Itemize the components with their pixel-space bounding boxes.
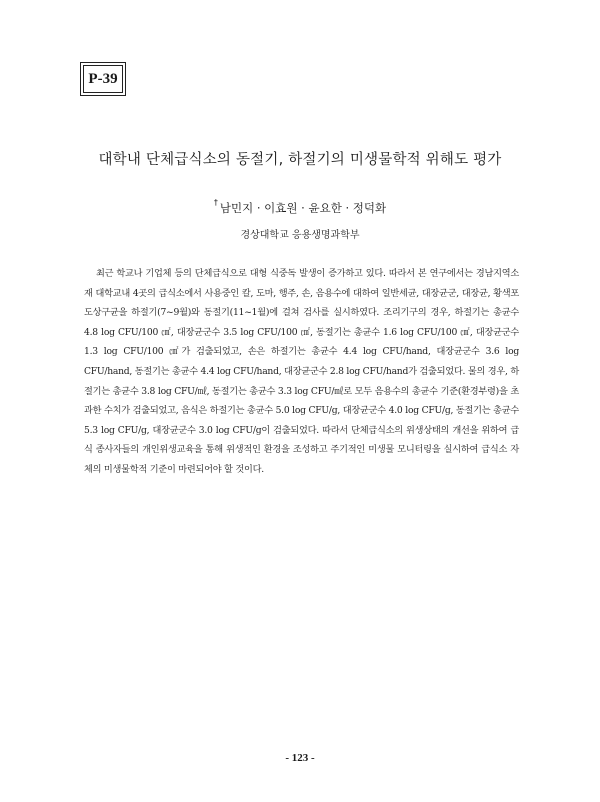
abstract-body xyxy=(84,264,519,480)
author-line xyxy=(0,200,600,216)
page-number: - 123 - xyxy=(285,752,315,764)
presentation-number-box xyxy=(80,62,126,96)
paper-title: 대학내 단체급식소의 동절기, 하절기의 미생물학적 위해도 평가 xyxy=(98,152,502,168)
presentation-number: P-39 xyxy=(83,65,123,93)
abstract-paragraph: 최근 학교나 기업체 등의 단체급식으로 대형 식중독 발생이 증가하고 있다. 따라서 본 연구에서는 경남지역소재 대학교내 4곳의 급식소에서 사용중인 칼, 도마, 행주, 손, 음용수에 대하여 일반세균, 대장균군, 대장균, 황색포도상구균을 하절기(7~9월)와 동절기(11~1월)에 걸쳐 검사를 실시하였다. 조리기구의 경우, 하절기는 총균수 4.8 log CFU/100 ㎠, 대장균군수 3.5 log CFU/100 ㎠, 동절기는 총균수 1.6 log CFU/100 ㎠, 대장균군수 1.3 log CFU/100 ㎠가 검출되었고, 손은 하절기는 총균수 4.4 log CFU/hand, 대장균군수 3.6 log CFU/hand, 동절기는 총균수 4.4 log CFU/hand, 대장균군수 2.8 log CFU/hand가 검출되었다. 물의 경우, 하절기는 총균수 3.8 log CFU/㎖, 동절기는 총균수 3.3 log CFU/㎖로 모두 음용수의 총균수 기준(환경부령)을 초과한 수치가 검출되었고, 음식은 하절기는 총균수 5.0 log CFU/g, 대장균군수 4.0 log CFU/g, 동절기는 총균수 5.3 log CFU/g, 대장균군수 3.0 log CFU/g이 검출되었다. 따라서 단체급식소의 위생상태의 개선을 위하여 급식 종사자들의 개인위생교육을 통해 위생적인 환경을 조성하고 주기적인 미생물 모니터링을 실시하여 급식소 자체의 미생물학적 기준이 마련되어야 할 것이다. xyxy=(84,268,520,475)
author-names: 남민지 · 이효원 · 윤요한 · 정덕화 xyxy=(219,201,387,215)
affiliation: 경상대학교 응용생명과학부 xyxy=(240,230,360,241)
corresponding-author-marker: † xyxy=(213,198,218,207)
